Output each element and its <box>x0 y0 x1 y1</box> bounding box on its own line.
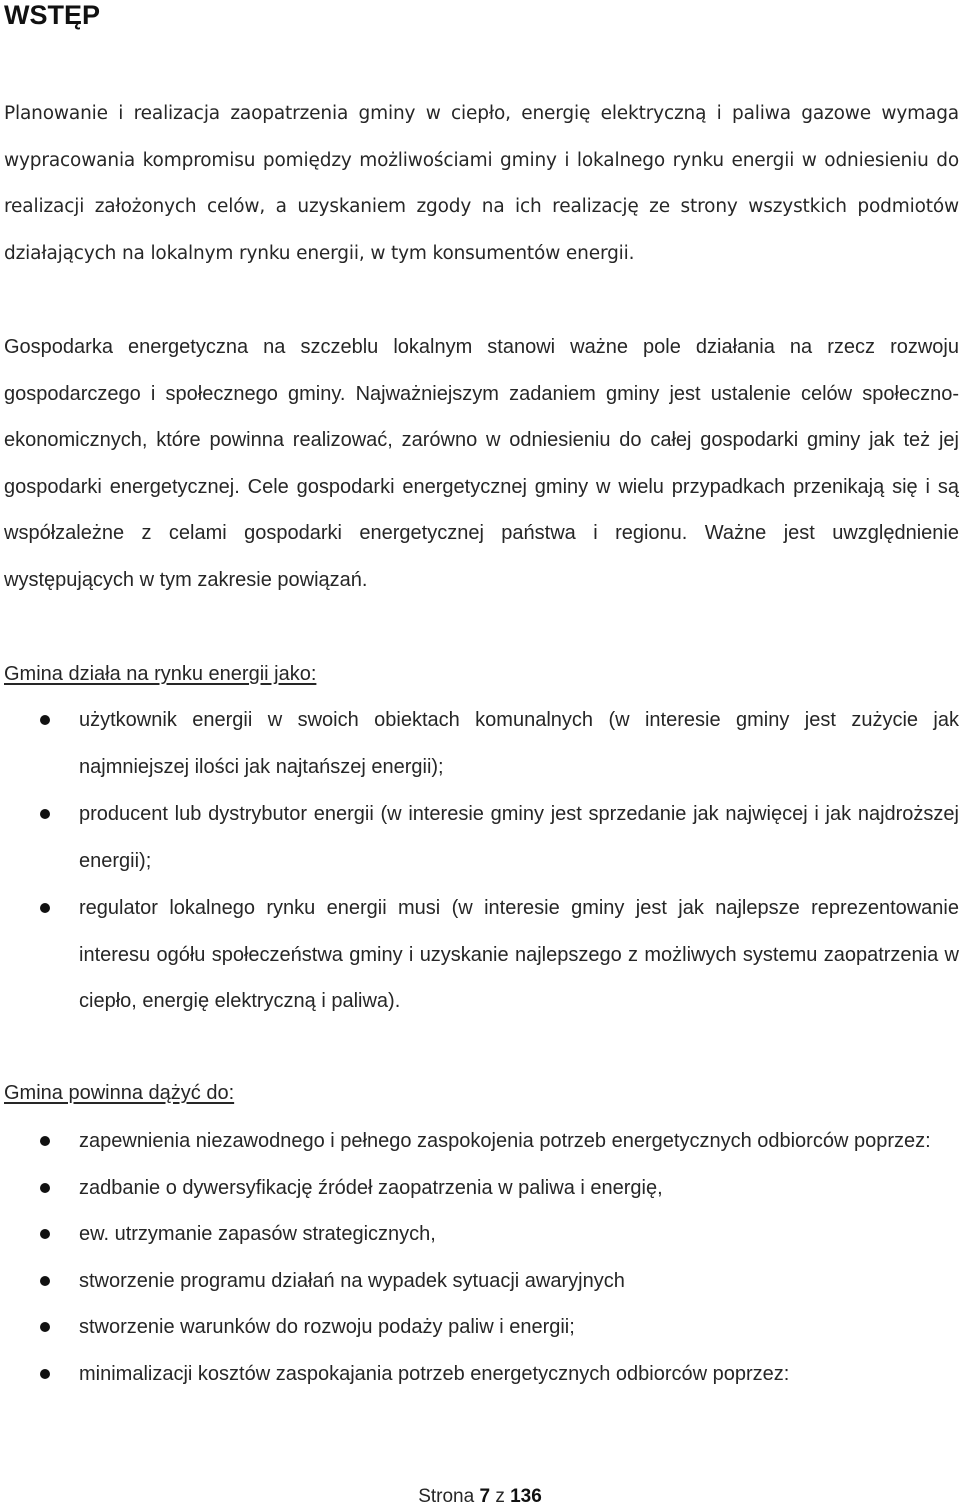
bullet-icon <box>40 809 50 819</box>
bullet-icon <box>40 1229 50 1239</box>
intro-paragraph: Planowanie i realizacja zaopatrzenia gminy w ciepło, energię elektryczną i paliwa gazowe wymaga wypracowania kompromisu pomiędzy możliwościami gminy i lokalnego rynku energii w odniesieniu do realizacji założonych celów, a uzyskaniem zgody na ich realizację ze strony wszystkich podmiotów działających na lokalnym rynku energii, w tym konsumentów energii. <box>4 103 959 264</box>
page-heading: WSTĘP <box>4 0 101 30</box>
list-item <box>0 697 959 790</box>
page-footer <box>0 1485 960 1509</box>
economy-paragraph: Gospodarka energetyczna na szczeblu lokalnym stanowi ważne pole działania na rzecz rozwoju gospodarczego i społecznego gminy. Najważniejszym zadaniem gminy jest ustalenie celów społeczno-ekonomicznych, które powinna realizować, zarówno w odniesieniu do całej gospodarki gminy jak też jej gospodarki energetycznej. Cele gospodarki energetycznej gminy w wielu przypadkach przenikają się i są współzależne z celami gospodarki energetycznej państwa i regionu. Ważne jest uwzględnienie występujących w tym zakresie powiązań. <box>4 336 959 591</box>
list-item-text: stworzenie programu działań na wypadek sytuacji awaryjnych <box>79 1269 625 1292</box>
bullet-icon <box>40 715 50 725</box>
bullet-icon <box>40 1136 50 1146</box>
list-item-text: producent lub dystrybutor energii (w interesie gminy jest sprzedanie jak najwięcej i jak najdroższej energii); <box>79 803 959 872</box>
bullet-icon <box>40 1322 50 1332</box>
list-item <box>0 1211 959 1258</box>
list-item <box>0 1258 959 1305</box>
list-item-text: użytkownik energii w swoich obiektach komunalnych (w interesie gminy jest zużycie jak najmniejszej ilości jak najtańszej energii); <box>79 709 959 778</box>
list-item-text: stworzenie warunków do rozwoju podaży paliw i energii; <box>79 1316 575 1338</box>
goals-list <box>0 1118 960 1397</box>
list-item-text: zapewnienia niezawodnego i pełnego zaspokojenia potrzeb energetycznych odbiorców poprzez: <box>79 1130 931 1152</box>
roles-section-title: Gmina działa na rynku energii jako: <box>4 663 317 685</box>
list-item-text: minimalizacji kosztów zaspokajania potrzeb energetycznych odbiorców poprzez: <box>79 1362 790 1385</box>
list-item <box>0 1165 959 1212</box>
list-item <box>0 885 959 1025</box>
page-total: 136 <box>510 1486 542 1507</box>
list-item-text: ew. utrzymanie zapasów strategicznych, <box>79 1223 436 1245</box>
page-number: 7 <box>479 1486 491 1507</box>
footer-separator: z <box>495 1486 505 1507</box>
bullet-icon <box>40 1276 50 1286</box>
list-item <box>0 1351 959 1398</box>
goals-section-title: Gmina powinna dążyć do: <box>4 1082 235 1104</box>
list-item-text: regulator lokalnego rynku energii musi (w interesie gminy jest jak najlepsze reprezentowanie interesu ogółu społeczeństwa gminy i uzyskanie najlepszego z możliwych systemu zaopatrzenia w ciepło, energię elektryczną i paliwa). <box>79 897 959 1012</box>
list-item <box>0 1304 959 1351</box>
bullet-icon <box>40 1369 50 1379</box>
bullet-icon <box>40 903 50 913</box>
bullet-icon <box>40 1183 50 1193</box>
list-item <box>0 1118 959 1165</box>
list-item-text: zadbanie o dywersyfikację źródeł zaopatrzenia w paliwa i energię, <box>79 1176 663 1199</box>
list-item <box>0 791 959 884</box>
roles-list <box>0 697 960 1025</box>
footer-label: Strona <box>418 1486 475 1507</box>
